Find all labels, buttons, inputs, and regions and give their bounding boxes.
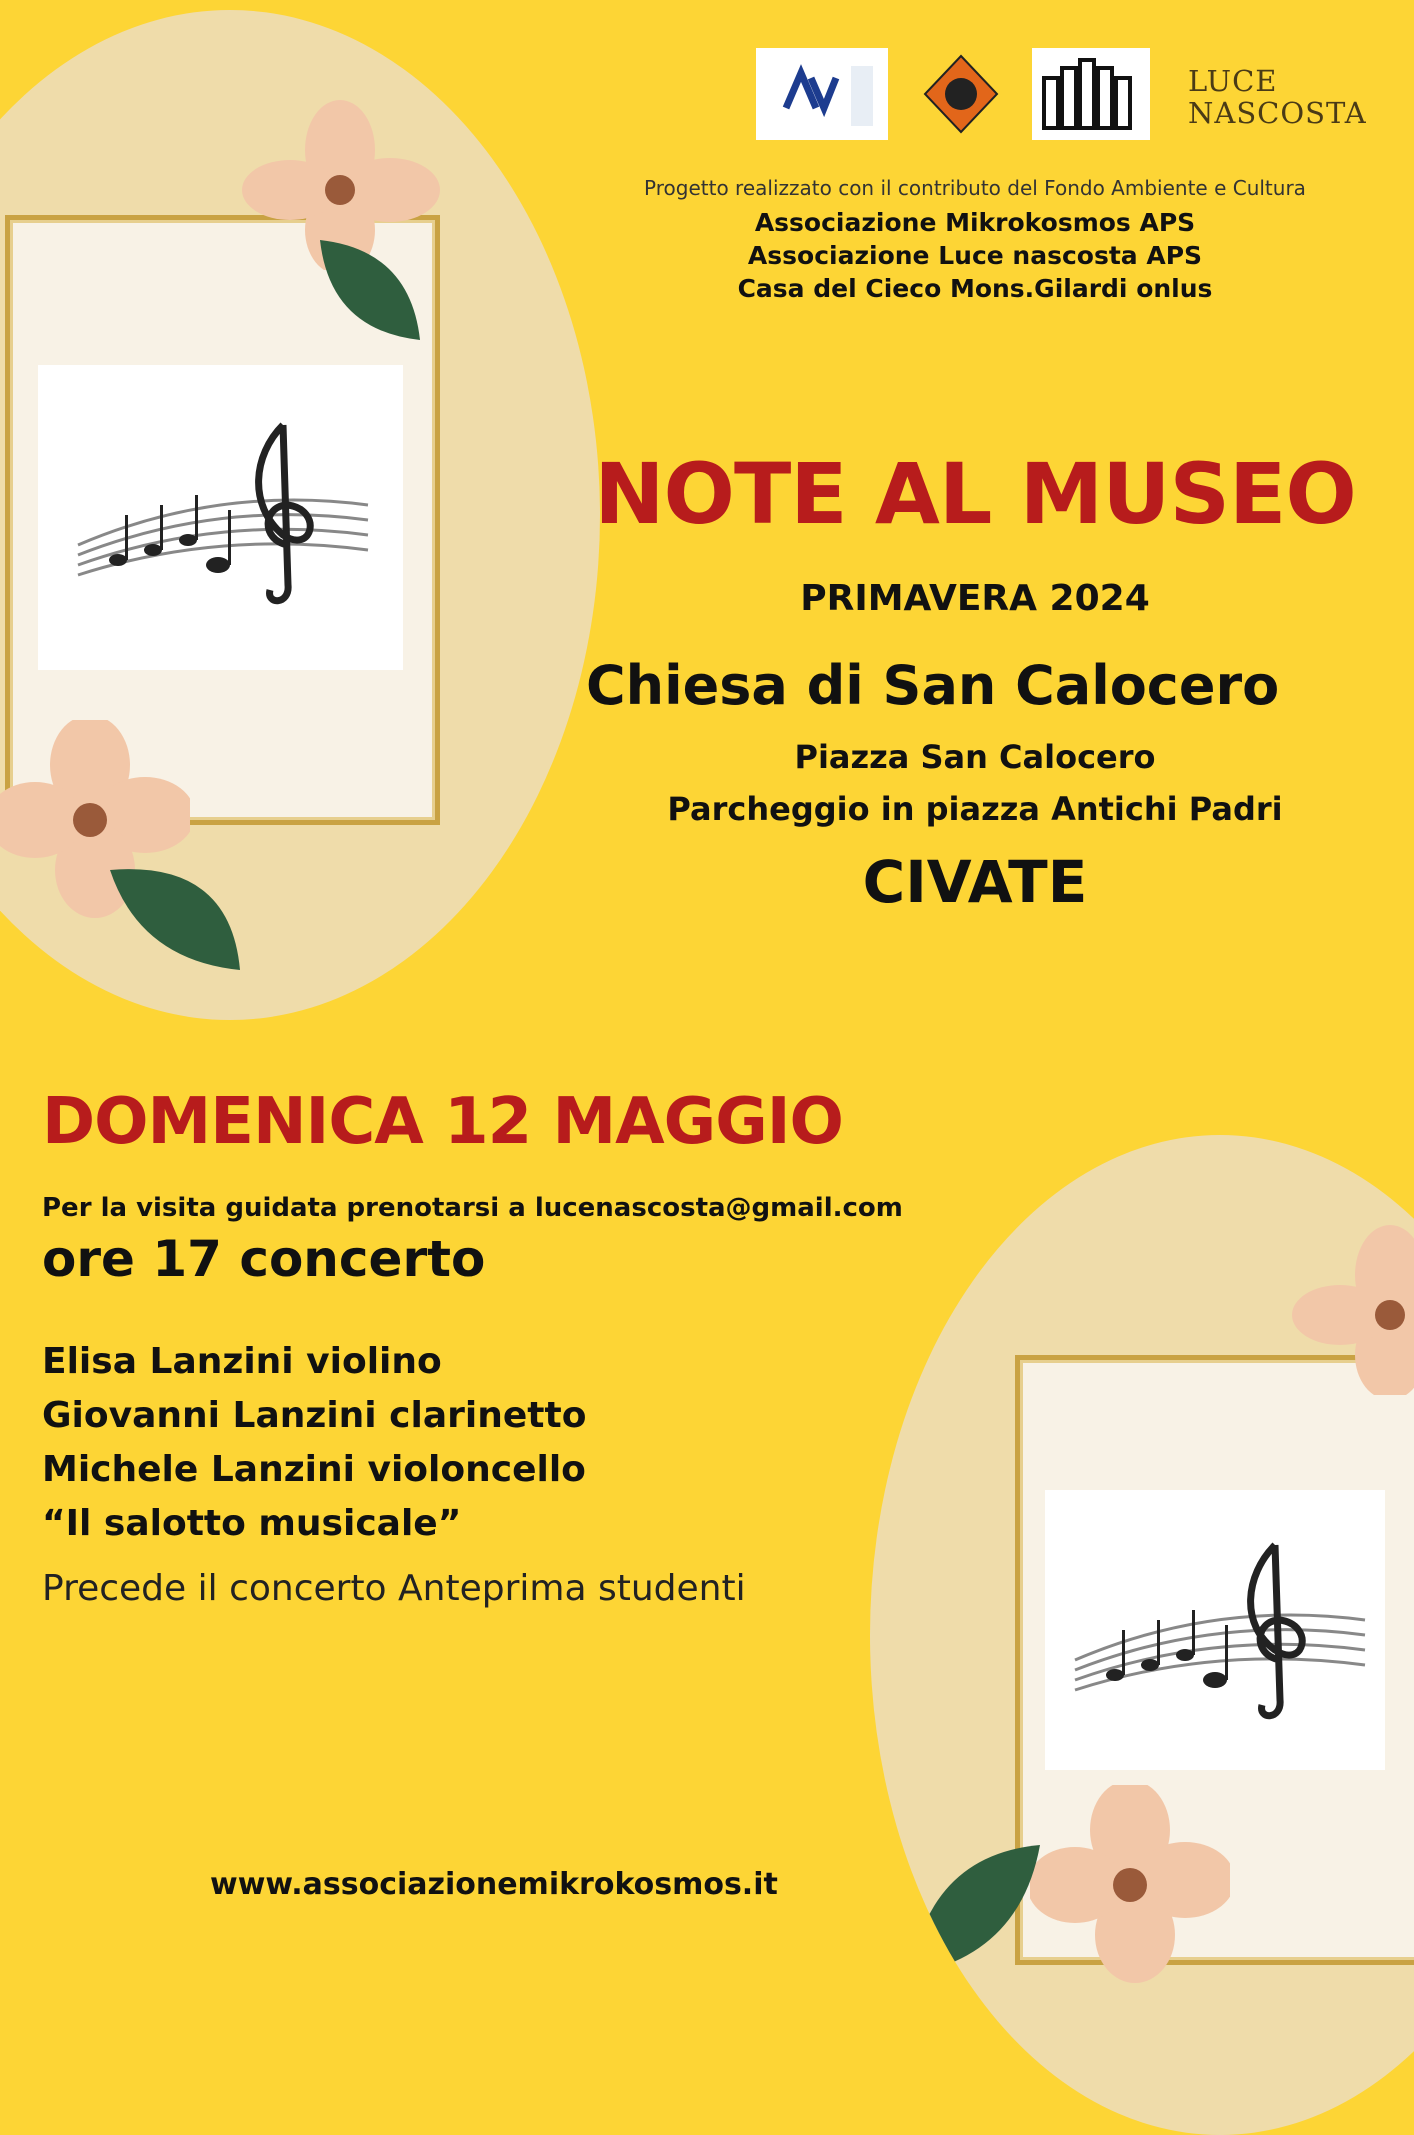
logo-box (756, 48, 888, 140)
diamond-logo (921, 48, 1001, 140)
leaf-icon (900, 1835, 1050, 1985)
association-item: Casa del Cieco Mons.Gilardi onlus (737, 274, 1213, 303)
performer-item: “Il salotto musicale” (42, 1503, 462, 1544)
decorative-oval-left (0, 10, 600, 1020)
performer-item: Elisa Lanzini violino (42, 1341, 442, 1382)
event-season: PRIMAVERA 2024 (800, 578, 1150, 619)
event-date: DOMENICA 12 MAGGIO (42, 1085, 843, 1159)
music-card-right (1045, 1490, 1385, 1770)
brand-word-1: LUCE (1188, 64, 1278, 98)
music-notes-icon (38, 365, 403, 670)
performer-item: Giovanni Lanzini clarinetto (42, 1395, 587, 1436)
association-item: Associazione Mikrokosmos APS (754, 208, 1196, 237)
flower-icon (1290, 1225, 1414, 1395)
sun-diamond-icon (921, 48, 1001, 140)
performer-item: Michele Lanzini violoncello (42, 1449, 586, 1490)
logos-row (756, 48, 1376, 144)
performers-list (42, 1335, 586, 1551)
music-notes-icon (1045, 1490, 1385, 1770)
venue-name: Chiesa di San Calocero (586, 654, 1280, 717)
association-item: Associazione Luce nascosta APS (747, 241, 1203, 270)
decorative-oval-right (870, 1135, 1414, 2135)
logo-box (1032, 48, 1150, 140)
website-link[interactable]: www.associazionemikrokosmos.it (210, 1867, 778, 1902)
preview-note: Precede il concerto Anteprima studenti (42, 1568, 746, 1609)
organ-pipes-icon (1032, 48, 1150, 140)
leaf-icon (100, 850, 250, 980)
venue-address: Piazza San Calocero (794, 738, 1156, 776)
brand-word-2: NASCOSTA (1188, 96, 1367, 130)
sponsor-line: Progetto realizzato con il contributo del Fondo Ambiente e Cultura (644, 176, 1306, 200)
parking-info: Parcheggio in piazza Antichi Padri (667, 790, 1283, 828)
associations-list (565, 206, 1385, 305)
booking-info: Per la visita guidata prenotarsi a lucenascosta@gmail.com (42, 1193, 903, 1223)
triangle-logo-icon (756, 48, 888, 140)
flower-icon (1030, 1785, 1230, 1985)
concert-time: ore 17 concerto (42, 1230, 486, 1288)
leaf-icon (310, 230, 430, 350)
music-card-left (38, 365, 403, 670)
city-name: CIVATE (862, 848, 1088, 916)
luce-nascosta-logo (1184, 48, 1376, 140)
event-title: NOTE AL MUSEO (594, 445, 1356, 543)
